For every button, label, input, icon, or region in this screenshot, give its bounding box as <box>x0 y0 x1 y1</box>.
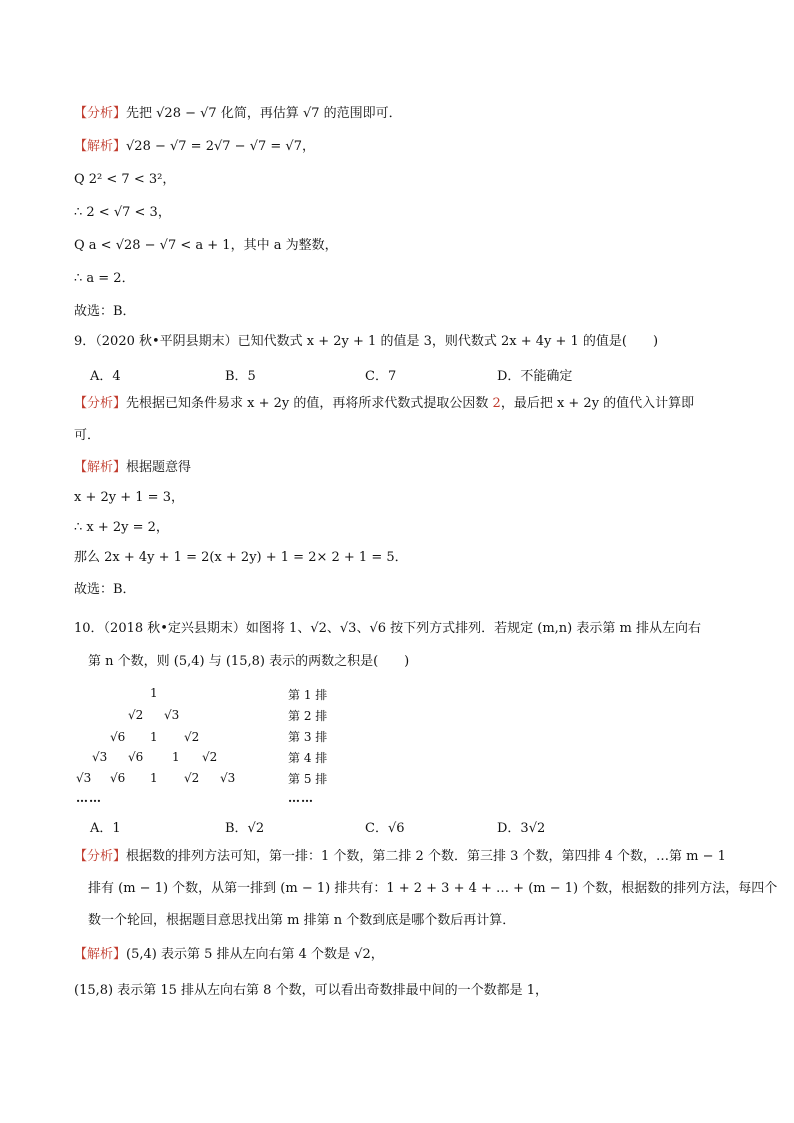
q10-solution-line-1 <box>74 946 384 964</box>
q9-analysis-line-2: 可． <box>74 428 101 443</box>
triangle-r5-c5: √3 <box>220 771 236 785</box>
q9-solution-answer: 故选：B． <box>74 582 136 597</box>
q9-analysis-highlight: 2 <box>492 396 501 411</box>
q10-option-c: C．√6 <box>365 821 405 836</box>
q10-analysis-text-1: 根据数的排列方法可知，第一排：1 个数，第二排 2 个数．第三排 3 个数，第四排 4 个数，…第 m − 1 <box>126 849 726 864</box>
q9-analysis-text-b: ，最后把 x + 2y 的值代入计算即 <box>500 396 695 411</box>
q9-option-a: A．4 <box>90 369 121 384</box>
solution-line-3: ∴ 2 < √7 < 3， <box>74 205 171 220</box>
triangle-r5-c2: √6 <box>110 771 126 785</box>
triangle-r4-c3: 1 <box>172 750 180 764</box>
q9-solution-tag: 【解析】 <box>74 460 127 475</box>
q10-analysis-line-1 <box>74 848 726 866</box>
triangle-r1-c1: 1 <box>150 686 158 700</box>
analysis-tag: 【分析】 <box>74 106 127 121</box>
triangle-r4-c1: √3 <box>92 750 108 764</box>
q9-option-c: C．7 <box>365 369 397 384</box>
q9-analysis-line-1 <box>74 395 694 413</box>
triangle-r4-c4: √2 <box>202 750 218 764</box>
row-label-4: 第 4 排 <box>288 751 328 765</box>
q10-analysis-line-3: 数一个轮回，根据题目意思找出第 m 排第 n 个数到底是哪个数后再计算． <box>88 913 516 928</box>
solution-text: √28 − √7 = 2√7 − √7 = √7， <box>126 139 315 154</box>
triangle-r5-c1: √3 <box>76 771 92 785</box>
q10-option-d: D．3√2 <box>497 821 546 836</box>
triangle-r3-c3: √2 <box>184 730 200 744</box>
q10-solution-line-2: (15,8) 表示第 15 排从左向右第 8 个数，可以看出奇数排最中间的一个数都是 1， <box>74 983 548 998</box>
q9-solution-line-1 <box>74 459 191 477</box>
solution-answer: 故选：B． <box>74 304 136 319</box>
question-10-stem-1: 10．（2018 秋•定兴县期末）如图将 1、√2、√3、√6 按下列方式排列．若规定 (m,n) 表示第 m 排从左向右 <box>74 621 701 636</box>
solution-line-5: ∴ a = 2． <box>74 271 135 286</box>
triangle-r3-c2: 1 <box>150 730 158 744</box>
q9-solution-text: 根据题意得 <box>126 460 192 475</box>
q10-solution-tag: 【解析】 <box>74 947 127 962</box>
q9-option-d: D．不能确定 <box>497 369 573 384</box>
solution-line-2: Q 2² < 7 < 3²， <box>74 172 176 187</box>
question-9-stem: 9．（2020 秋•平阴县期末）已知代数式 x + 2y + 1 的值是 3，则代数式 2x + 4y + 1 的值是( ) <box>74 334 659 349</box>
solution-tag: 【解析】 <box>74 139 127 154</box>
q9-solution-line-2: x + 2y + 1 = 3， <box>74 490 184 505</box>
q9-option-b: B．5 <box>225 369 256 384</box>
q10-solution-text-1: (5,4) 表示第 5 排从左向右第 4 个数是 √2， <box>126 947 384 962</box>
analysis-line <box>74 105 402 123</box>
row-label-2: 第 2 排 <box>288 709 328 723</box>
row-label-dots: …… <box>288 791 314 805</box>
question-10-stem-2: 第 n 个数，则 (5,4) 与 (15,8) 表示的两数之积是( ) <box>88 654 410 669</box>
q9-solution-line-3: ∴ x + 2y = 2， <box>74 520 169 535</box>
analysis-text: 先把 √28 − √7 化简，再估算 √7 的范围即可． <box>126 106 402 121</box>
solution-line-4: Q a < √28 − √7 < a + 1，其中 a 为整数， <box>74 238 338 253</box>
row-label-1: 第 1 排 <box>288 688 328 702</box>
row-label-3: 第 3 排 <box>288 730 328 744</box>
q9-analysis-tag: 【分析】 <box>74 396 127 411</box>
triangle-r3-c1: √6 <box>110 730 126 744</box>
triangle-continuation-dots: …… <box>76 791 102 805</box>
q9-analysis-text-a: 先根据已知条件易求 x + 2y 的值，再将所求代数式提取公因数 <box>126 396 493 411</box>
q10-option-a: A．1 <box>90 821 121 836</box>
triangle-r4-c2: √6 <box>128 750 144 764</box>
triangle-r2-c2: √3 <box>164 708 180 722</box>
triangle-r5-c4: √2 <box>184 771 200 785</box>
q10-option-b: B．√2 <box>225 821 265 836</box>
triangle-r5-c3: 1 <box>150 771 158 785</box>
q9-solution-line-4: 那么 2x + 4y + 1 = 2(x + 2y) + 1 = 2× 2 + 1 = 5． <box>74 550 408 565</box>
q10-analysis-tag: 【分析】 <box>74 849 127 864</box>
triangle-r2-c1: √2 <box>128 708 144 722</box>
q10-analysis-line-2: 排有 (m − 1) 个数，从第一排到 (m − 1) 排共有：1 + 2 + 3 + 4 + … + (m − 1) 个数，根据数的排列方法，每四个 <box>88 881 778 896</box>
row-label-5: 第 5 排 <box>288 772 328 786</box>
solution-line-1 <box>74 138 315 156</box>
